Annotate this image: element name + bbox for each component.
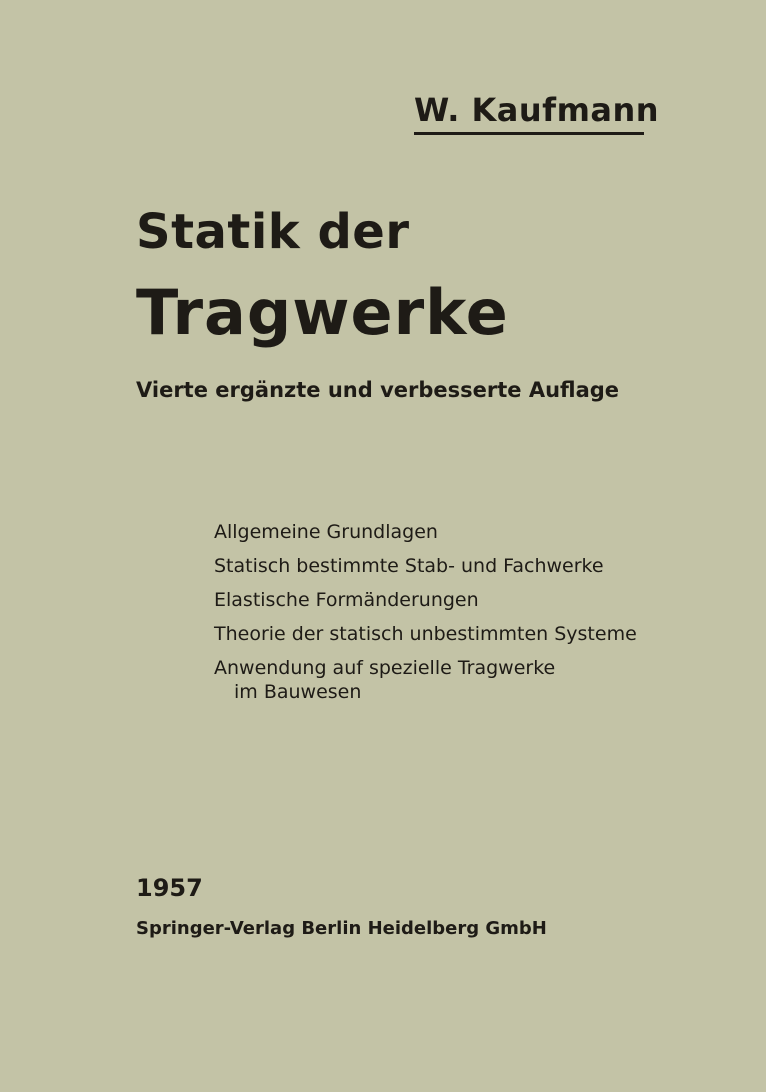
author-underline xyxy=(414,132,644,135)
edition-subtitle: Vierte ergänzte und verbesserte Auflage xyxy=(136,378,620,402)
title-line-2: Tragwerke xyxy=(136,276,509,349)
publication-year: 1957 xyxy=(136,874,203,902)
contents-item: Theorie der statisch unbestimmten Systeme xyxy=(214,623,637,645)
contents-item: Statisch bestimmte Stab- und Fachwerke xyxy=(214,555,604,577)
contents-item: Elastische Formänderungen xyxy=(214,589,479,611)
contents-list xyxy=(214,515,637,705)
publisher-name: Springer-Verlag Berlin Heidelberg GmbH xyxy=(136,918,547,939)
title-line-1: Statik der xyxy=(136,204,410,260)
contents-item-group xyxy=(214,651,637,705)
contents-item-continuation: im Bauwesen xyxy=(234,681,362,703)
contents-item: Allgemeine Grundlagen xyxy=(214,521,438,543)
author-name: W. Kaufmann xyxy=(414,91,660,129)
contents-item: Anwendung auf spezielle Tragwerke xyxy=(214,657,556,679)
